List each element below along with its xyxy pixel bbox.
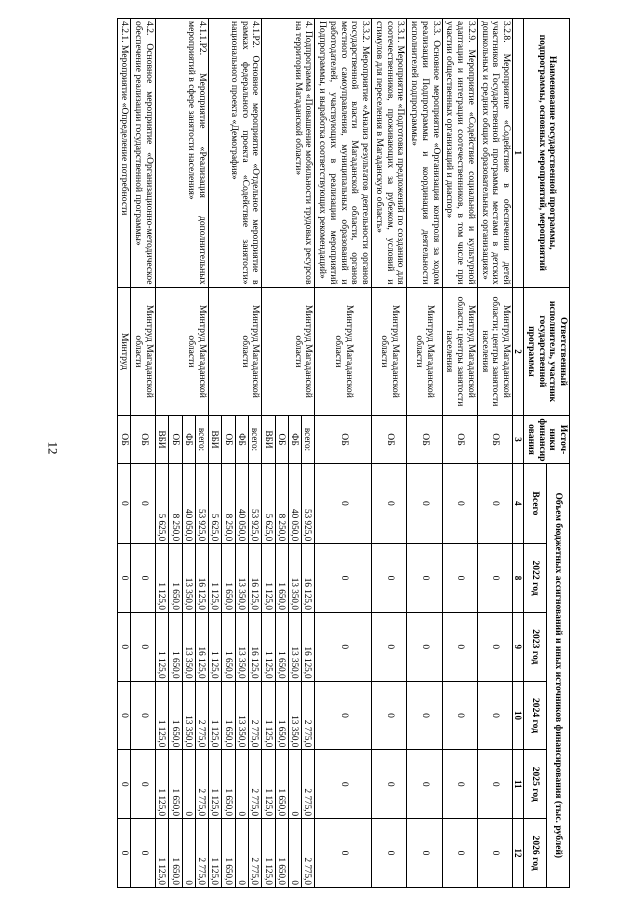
row-source: ФБ <box>235 416 248 463</box>
value-total: 8 250,0 <box>222 463 235 544</box>
value-2022: 0 <box>117 544 131 613</box>
column-number: 2 <box>512 287 523 416</box>
row-source: ВБИ <box>262 416 275 463</box>
row-executor: Минтруд Магаданской области; центры занятости населения <box>442 287 477 416</box>
value-2022: 0 <box>315 544 372 613</box>
value-2022: 1 125,0 <box>262 544 275 613</box>
column-number: 12 <box>512 819 523 888</box>
value-2023: 16 125,0 <box>249 612 262 681</box>
value-2022: 16 125,0 <box>249 544 262 613</box>
value-2023: 13 350,0 <box>182 612 195 681</box>
header-year-2026: 2026 год <box>524 819 547 888</box>
value-2022: 13 350,0 <box>288 544 301 613</box>
value-total: 0 <box>315 463 372 544</box>
table-container <box>80 18 570 888</box>
value-2023: 0 <box>442 612 477 681</box>
value-2025: 1 650,0 <box>275 750 288 819</box>
row-source: ОБ <box>117 416 131 463</box>
value-2022: 1 125,0 <box>209 544 222 613</box>
header-year-2025: 2025 год <box>524 750 547 819</box>
table-row <box>131 19 155 888</box>
table-row <box>477 19 512 888</box>
table-row <box>249 19 262 888</box>
value-2024: 0 <box>315 681 372 750</box>
value-2025: 1 125,0 <box>155 750 168 819</box>
header-name: Наименование государственной программы, подпрограммы, основных мероприятий, мероприятий <box>524 19 570 288</box>
row-executor: Минтруд Магаданской области <box>155 287 208 416</box>
value-total: 0 <box>117 463 131 544</box>
value-total: 0 <box>477 463 512 544</box>
value-2026: 1 650,0 <box>275 819 288 888</box>
row-source: всего: <box>302 416 315 463</box>
row-executor: Минтруд <box>117 287 131 416</box>
value-2024: 1 650,0 <box>169 681 182 750</box>
row-source: ОБ <box>372 416 407 463</box>
value-2026: 0 <box>131 819 155 888</box>
value-total: 0 <box>442 463 477 544</box>
value-2024: 0 <box>131 681 155 750</box>
value-2022: 0 <box>442 544 477 613</box>
value-2024: 13 350,0 <box>288 681 301 750</box>
header-year-2024: 2024 год <box>524 681 547 750</box>
value-total: 5 625,0 <box>209 463 222 544</box>
value-2025: 0 <box>235 750 248 819</box>
table-row <box>442 19 477 888</box>
value-2024: 13 350,0 <box>182 681 195 750</box>
value-total: 53 925,0 <box>195 463 208 544</box>
value-2023: 0 <box>407 612 442 681</box>
value-2022: 1 650,0 <box>275 544 288 613</box>
value-2024: 1 125,0 <box>155 681 168 750</box>
value-2026: 0 <box>182 819 195 888</box>
row-source: ОБ <box>442 416 477 463</box>
value-2022: 16 125,0 <box>302 544 315 613</box>
value-2024: 1 125,0 <box>209 681 222 750</box>
table-row <box>195 19 208 888</box>
value-2023: 13 350,0 <box>288 612 301 681</box>
value-2026: 1 650,0 <box>169 819 182 888</box>
value-2026: 2 775,0 <box>302 819 315 888</box>
value-2022: 0 <box>131 544 155 613</box>
row-name: 4.2. Основное мероприятие «Организационно-методическое обеспечение реализации государственной программы» <box>131 19 155 288</box>
value-2026: 0 <box>235 819 248 888</box>
value-2025: 0 <box>442 750 477 819</box>
value-2025: 0 <box>288 750 301 819</box>
value-2022: 1 650,0 <box>169 544 182 613</box>
table-row <box>407 19 442 888</box>
value-2024: 1 650,0 <box>275 681 288 750</box>
value-total: 0 <box>407 463 442 544</box>
row-source: ОБ <box>275 416 288 463</box>
header-funding-group: Объем бюджетных ассигнований и иных источников финансирования (тыс. рублей) <box>547 463 570 887</box>
value-2023: 0 <box>315 612 372 681</box>
row-name: 4. Подпрограмма «Повышение мобильности трудовых ресурсов на территории Магаданской области» <box>262 19 315 288</box>
row-name: 3.3.2. Мероприятие «Анализ результатов деятельности органов государственной власти Магаданской области, органов местного самоуправления, муниципальных образований и работодателей, участвующих в реализации мероприятий Подпрограммы, и выработка соответствующих рекомендаций» <box>315 19 372 288</box>
value-2025: 2 775,0 <box>302 750 315 819</box>
value-2025: 0 <box>117 750 131 819</box>
row-source: ОБ <box>222 416 235 463</box>
rotated-sheet <box>80 18 570 888</box>
table-row <box>302 19 315 888</box>
value-2026: 1 125,0 <box>262 819 275 888</box>
header-executor: Ответственный исполнитель, участник государственной программы <box>524 287 570 416</box>
row-source: всего: <box>249 416 262 463</box>
value-2024: 1 650,0 <box>222 681 235 750</box>
value-2023: 1 125,0 <box>155 612 168 681</box>
value-2023: 0 <box>372 612 407 681</box>
row-source: ОБ <box>169 416 182 463</box>
column-number: 11 <box>512 750 523 819</box>
value-2023: 1 650,0 <box>169 612 182 681</box>
value-2024: 2 775,0 <box>195 681 208 750</box>
value-2025: 1 125,0 <box>209 750 222 819</box>
value-2025: 0 <box>131 750 155 819</box>
value-2026: 0 <box>407 819 442 888</box>
table-row <box>315 19 372 888</box>
value-total: 0 <box>372 463 407 544</box>
value-2026: 1 125,0 <box>209 819 222 888</box>
value-2026: 2 775,0 <box>249 819 262 888</box>
row-name: 3.3.1. Мероприятие «Подготовка предложений по созданию для соотечественников, проживающих за рубежом, условий и стимулов для переселения в Магаданскую область» <box>372 19 407 288</box>
value-2025: 0 <box>372 750 407 819</box>
table-row <box>372 19 407 888</box>
row-source: ОБ <box>315 416 372 463</box>
value-2025: 0 <box>315 750 372 819</box>
value-2026: 0 <box>477 819 512 888</box>
value-2024: 13 350,0 <box>235 681 248 750</box>
value-2022: 0 <box>407 544 442 613</box>
value-2023: 1 650,0 <box>222 612 235 681</box>
row-source: ВБИ <box>155 416 168 463</box>
value-2024: 0 <box>477 681 512 750</box>
value-2023: 16 125,0 <box>195 612 208 681</box>
row-name: 4.2.1. Мероприятие «Определение потребности <box>117 19 131 288</box>
value-total: 53 925,0 <box>302 463 315 544</box>
column-number: 9 <box>512 612 523 681</box>
value-2023: 0 <box>117 612 131 681</box>
row-source: ФБ <box>288 416 301 463</box>
row-name: 3.3. Основное мероприятие «Организация контроля за ходом реализации Подпрограммы и координация деятельности исполнителей подпрограммы» <box>407 19 442 288</box>
value-2026: 0 <box>372 819 407 888</box>
value-2022: 0 <box>477 544 512 613</box>
row-executor: Минтруд Магаданской области <box>209 287 262 416</box>
row-source: ОБ <box>407 416 442 463</box>
value-2023: 1 650,0 <box>275 612 288 681</box>
row-source: всего: <box>195 416 208 463</box>
row-executor: Минтруд Магаданской области <box>407 287 442 416</box>
column-number: 3 <box>512 416 523 463</box>
column-number-row <box>512 19 523 888</box>
row-source: ОБ <box>477 416 512 463</box>
value-total: 40 050,0 <box>288 463 301 544</box>
row-executor: Минтруд Магаданской области <box>131 287 155 416</box>
value-total: 8 250,0 <box>275 463 288 544</box>
value-total: 5 625,0 <box>155 463 168 544</box>
value-2026: 0 <box>315 819 372 888</box>
row-name: 3.2.8. Мероприятие «Содействие в обеспечении детей участников Государственной программы местами в детских дошкольных и средних общих образовательных организациях» <box>477 19 512 288</box>
value-2024: 1 125,0 <box>262 681 275 750</box>
value-2023: 16 125,0 <box>302 612 315 681</box>
value-2026: 1 125,0 <box>155 819 168 888</box>
value-2023: 0 <box>477 612 512 681</box>
column-number: 8 <box>512 544 523 613</box>
funding-table <box>117 18 570 888</box>
value-total: 8 250,0 <box>169 463 182 544</box>
page-number: 12 <box>45 441 61 455</box>
row-name: 3.2.9. Мероприятие «Содействие социальной и культурной адаптации и интеграции соотечественников, в том числе при участии общественных организаций и диаспор» <box>442 19 477 288</box>
value-2022: 0 <box>372 544 407 613</box>
row-name: 4.1.Р2. Основное мероприятие «Отдельное мероприятие в рамках федерального проекта «Содействие занятости» национального проекта «Демография» <box>209 19 262 288</box>
value-2022: 13 350,0 <box>235 544 248 613</box>
value-2025: 0 <box>477 750 512 819</box>
value-2022: 1 125,0 <box>155 544 168 613</box>
value-2023: 1 125,0 <box>262 612 275 681</box>
value-total: 53 925,0 <box>249 463 262 544</box>
value-2024: 2 775,0 <box>249 681 262 750</box>
value-2022: 1 650,0 <box>222 544 235 613</box>
row-source: ОБ <box>131 416 155 463</box>
value-2026: 1 650,0 <box>222 819 235 888</box>
column-number: 4 <box>512 463 523 544</box>
row-executor: Минтруд Магаданской области <box>315 287 372 416</box>
value-2025: 2 775,0 <box>249 750 262 819</box>
row-executor: Минтруд Магаданской области <box>372 287 407 416</box>
value-2024: 2 775,0 <box>302 681 315 750</box>
header-total: Всего <box>524 463 547 544</box>
funded-rows <box>155 19 315 888</box>
value-total: 5 625,0 <box>262 463 275 544</box>
column-number: 1 <box>512 19 523 288</box>
value-2025: 1 650,0 <box>169 750 182 819</box>
row-source: ФБ <box>182 416 195 463</box>
row-source: ВБИ <box>209 416 222 463</box>
row-name: 4.1.1.Р2. Мероприятие «Реализация дополнительных мероприятий в сфере занятости населения» <box>155 19 208 288</box>
value-total: 40 050,0 <box>182 463 195 544</box>
row-executor: Минтруд Магаданской области <box>262 287 315 416</box>
value-2025: 0 <box>182 750 195 819</box>
value-2023: 0 <box>131 612 155 681</box>
value-2026: 0 <box>288 819 301 888</box>
header-year-2022: 2022 год <box>524 544 547 613</box>
value-total: 40 050,0 <box>235 463 248 544</box>
value-2025: 2 775,0 <box>195 750 208 819</box>
value-2025: 0 <box>407 750 442 819</box>
value-2024: 0 <box>442 681 477 750</box>
value-2026: 0 <box>442 819 477 888</box>
row-executor: Минтруд Магаданской области; центры занятости населения <box>477 287 512 416</box>
value-2024: 0 <box>117 681 131 750</box>
value-2026: 0 <box>117 819 131 888</box>
header-year-2023: 2023 год <box>524 612 547 681</box>
value-2023: 13 350,0 <box>235 612 248 681</box>
value-2026: 2 775,0 <box>195 819 208 888</box>
header-source: Источ-ники финансир ования <box>524 416 570 463</box>
value-2022: 13 350,0 <box>182 544 195 613</box>
value-2023: 1 125,0 <box>209 612 222 681</box>
value-total: 0 <box>131 463 155 544</box>
value-2025: 1 650,0 <box>222 750 235 819</box>
value-2025: 1 125,0 <box>262 750 275 819</box>
value-2024: 0 <box>407 681 442 750</box>
column-number: 10 <box>512 681 523 750</box>
value-2022: 16 125,0 <box>195 544 208 613</box>
table-row <box>117 19 131 888</box>
value-2024: 0 <box>372 681 407 750</box>
